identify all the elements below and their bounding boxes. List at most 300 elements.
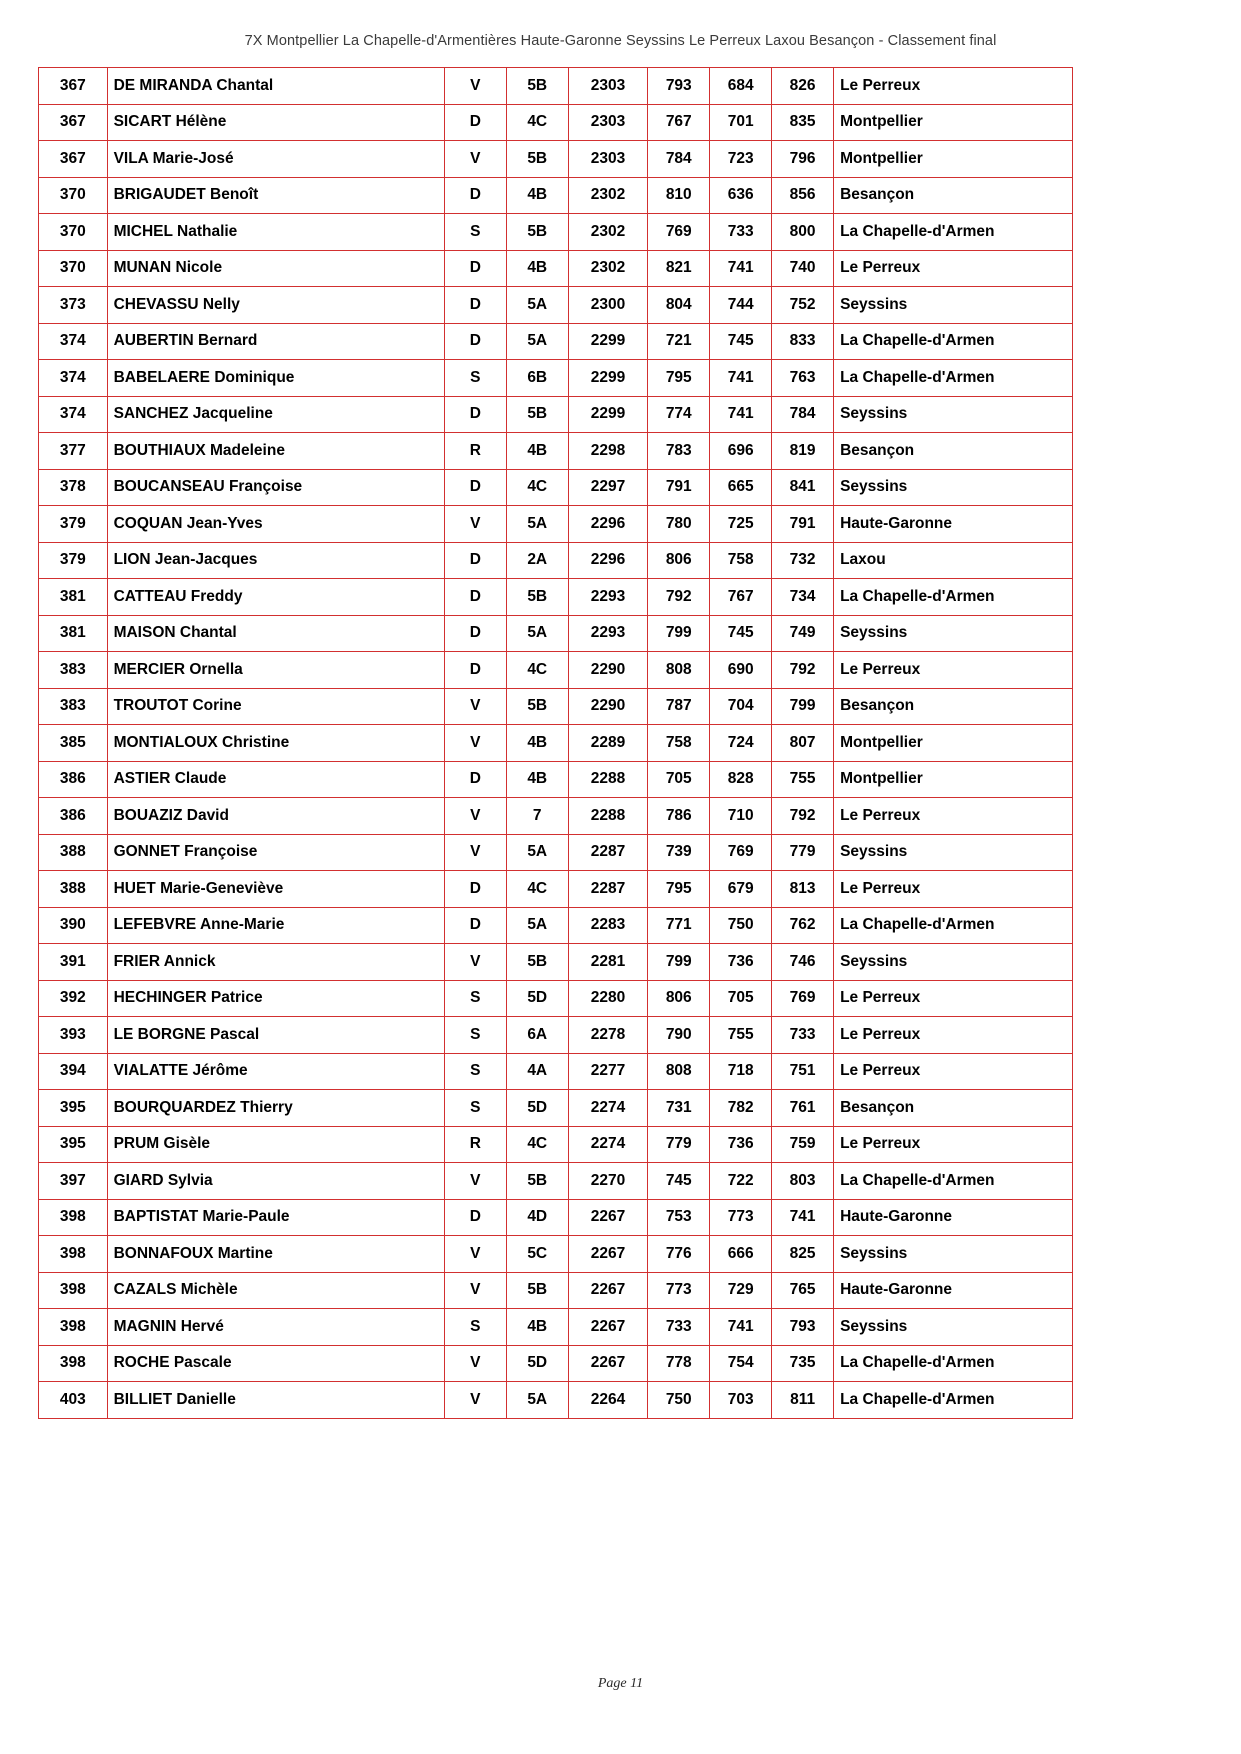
- player-name-cell: MAGNIN Hervé: [107, 1309, 444, 1346]
- table-row: [39, 360, 1073, 397]
- club-cell: Besançon: [834, 433, 1073, 470]
- player-name-cell: COQUAN Jean-Yves: [107, 506, 444, 543]
- rank-cell: 381: [39, 579, 108, 616]
- category-cell: V: [444, 141, 506, 178]
- total-score-cell: 2278: [568, 1017, 648, 1054]
- game3-score-cell: 793: [772, 1309, 834, 1346]
- series-cell: 5C: [506, 1236, 568, 1273]
- rank-cell: 398: [39, 1236, 108, 1273]
- rank-cell: 383: [39, 688, 108, 725]
- category-cell: D: [444, 652, 506, 689]
- player-name-cell: BAPTISTAT Marie-Paule: [107, 1199, 444, 1236]
- category-cell: V: [444, 1163, 506, 1200]
- table-row: [39, 396, 1073, 433]
- table-row: [39, 68, 1073, 105]
- table-row: [39, 1345, 1073, 1382]
- series-cell: 5A: [506, 323, 568, 360]
- total-score-cell: 2267: [568, 1272, 648, 1309]
- series-cell: 5B: [506, 141, 568, 178]
- game2-score-cell: 828: [710, 761, 772, 798]
- club-cell: Seyssins: [834, 834, 1073, 871]
- series-cell: 5B: [506, 1163, 568, 1200]
- player-name-cell: BOUAZIZ David: [107, 798, 444, 835]
- series-cell: 5B: [506, 579, 568, 616]
- category-cell: V: [444, 725, 506, 762]
- ranking-table-wrapper: [38, 67, 1203, 1419]
- club-cell: Le Perreux: [834, 68, 1073, 105]
- table-row: [39, 871, 1073, 908]
- rank-cell: 383: [39, 652, 108, 689]
- game2-score-cell: 767: [710, 579, 772, 616]
- total-score-cell: 2293: [568, 615, 648, 652]
- series-cell: 5B: [506, 944, 568, 981]
- player-name-cell: SANCHEZ Jacqueline: [107, 396, 444, 433]
- table-row: [39, 1126, 1073, 1163]
- game3-score-cell: 779: [772, 834, 834, 871]
- total-score-cell: 2303: [568, 104, 648, 141]
- category-cell: R: [444, 433, 506, 470]
- series-cell: 7: [506, 798, 568, 835]
- game3-score-cell: 803: [772, 1163, 834, 1200]
- game2-score-cell: 736: [710, 1126, 772, 1163]
- rank-cell: 398: [39, 1309, 108, 1346]
- game2-score-cell: 744: [710, 287, 772, 324]
- rank-cell: 386: [39, 798, 108, 835]
- rank-cell: 374: [39, 323, 108, 360]
- total-score-cell: 2298: [568, 433, 648, 470]
- game3-score-cell: 751: [772, 1053, 834, 1090]
- series-cell: 4B: [506, 761, 568, 798]
- club-cell: Laxou: [834, 542, 1073, 579]
- game2-score-cell: 745: [710, 615, 772, 652]
- club-cell: Le Perreux: [834, 980, 1073, 1017]
- player-name-cell: BOUCANSEAU Françoise: [107, 469, 444, 506]
- game2-score-cell: 666: [710, 1236, 772, 1273]
- game2-score-cell: 725: [710, 506, 772, 543]
- game3-score-cell: 746: [772, 944, 834, 981]
- rank-cell: 391: [39, 944, 108, 981]
- game1-score-cell: 771: [648, 907, 710, 944]
- total-score-cell: 2299: [568, 396, 648, 433]
- game2-score-cell: 750: [710, 907, 772, 944]
- club-cell: La Chapelle-d'Armen: [834, 1163, 1073, 1200]
- category-cell: D: [444, 1199, 506, 1236]
- game2-score-cell: 758: [710, 542, 772, 579]
- club-cell: Montpellier: [834, 104, 1073, 141]
- category-cell: D: [444, 871, 506, 908]
- game1-score-cell: 776: [648, 1236, 710, 1273]
- total-score-cell: 2303: [568, 68, 648, 105]
- club-cell: Haute-Garonne: [834, 506, 1073, 543]
- game1-score-cell: 821: [648, 250, 710, 287]
- rank-cell: 377: [39, 433, 108, 470]
- rank-cell: 390: [39, 907, 108, 944]
- game3-score-cell: 765: [772, 1272, 834, 1309]
- game3-score-cell: 740: [772, 250, 834, 287]
- total-score-cell: 2267: [568, 1345, 648, 1382]
- series-cell: 4A: [506, 1053, 568, 1090]
- series-cell: 5D: [506, 1090, 568, 1127]
- game2-score-cell: 741: [710, 360, 772, 397]
- total-score-cell: 2264: [568, 1382, 648, 1419]
- game2-score-cell: 705: [710, 980, 772, 1017]
- table-row: [39, 214, 1073, 251]
- club-cell: Le Perreux: [834, 250, 1073, 287]
- player-name-cell: PRUM Gisèle: [107, 1126, 444, 1163]
- player-name-cell: BABELAERE Dominique: [107, 360, 444, 397]
- player-name-cell: BOURQUARDEZ Thierry: [107, 1090, 444, 1127]
- rank-cell: 385: [39, 725, 108, 762]
- category-cell: V: [444, 688, 506, 725]
- game1-score-cell: 721: [648, 323, 710, 360]
- total-score-cell: 2288: [568, 761, 648, 798]
- series-cell: 5A: [506, 907, 568, 944]
- table-row: [39, 104, 1073, 141]
- game2-score-cell: 782: [710, 1090, 772, 1127]
- game3-score-cell: 811: [772, 1382, 834, 1419]
- rank-cell: 370: [39, 177, 108, 214]
- category-cell: V: [444, 798, 506, 835]
- rank-cell: 370: [39, 214, 108, 251]
- series-cell: 4B: [506, 725, 568, 762]
- table-row: [39, 1199, 1073, 1236]
- game3-score-cell: 835: [772, 104, 834, 141]
- game1-score-cell: 786: [648, 798, 710, 835]
- player-name-cell: ASTIER Claude: [107, 761, 444, 798]
- category-cell: V: [444, 834, 506, 871]
- table-row: [39, 725, 1073, 762]
- total-score-cell: 2267: [568, 1309, 648, 1346]
- game2-score-cell: 703: [710, 1382, 772, 1419]
- player-name-cell: BOUTHIAUX Madeleine: [107, 433, 444, 470]
- total-score-cell: 2281: [568, 944, 648, 981]
- total-score-cell: 2288: [568, 798, 648, 835]
- game2-score-cell: 769: [710, 834, 772, 871]
- rank-cell: 374: [39, 396, 108, 433]
- player-name-cell: LE BORGNE Pascal: [107, 1017, 444, 1054]
- game1-score-cell: 808: [648, 652, 710, 689]
- table-row: [39, 834, 1073, 871]
- game3-score-cell: 792: [772, 798, 834, 835]
- total-score-cell: 2287: [568, 834, 648, 871]
- game3-score-cell: 784: [772, 396, 834, 433]
- player-name-cell: TROUTOT Corine: [107, 688, 444, 725]
- rank-cell: 367: [39, 104, 108, 141]
- series-cell: 4C: [506, 104, 568, 141]
- game3-score-cell: 762: [772, 907, 834, 944]
- player-name-cell: DE MIRANDA Chantal: [107, 68, 444, 105]
- category-cell: S: [444, 1090, 506, 1127]
- game1-score-cell: 733: [648, 1309, 710, 1346]
- game3-score-cell: 752: [772, 287, 834, 324]
- game3-score-cell: 761: [772, 1090, 834, 1127]
- player-name-cell: GONNET Françoise: [107, 834, 444, 871]
- table-row: [39, 1382, 1073, 1419]
- total-score-cell: 2302: [568, 214, 648, 251]
- category-cell: V: [444, 1236, 506, 1273]
- table-row: [39, 506, 1073, 543]
- table-row: [39, 579, 1073, 616]
- category-cell: D: [444, 542, 506, 579]
- club-cell: Montpellier: [834, 141, 1073, 178]
- game1-score-cell: 745: [648, 1163, 710, 1200]
- club-cell: Seyssins: [834, 287, 1073, 324]
- game3-score-cell: 732: [772, 542, 834, 579]
- player-name-cell: CATTEAU Freddy: [107, 579, 444, 616]
- category-cell: S: [444, 980, 506, 1017]
- table-row: [39, 1309, 1073, 1346]
- total-score-cell: 2280: [568, 980, 648, 1017]
- game2-score-cell: 679: [710, 871, 772, 908]
- game3-score-cell: 733: [772, 1017, 834, 1054]
- game1-score-cell: 799: [648, 944, 710, 981]
- series-cell: 6B: [506, 360, 568, 397]
- game1-score-cell: 795: [648, 360, 710, 397]
- game3-score-cell: 769: [772, 980, 834, 1017]
- table-row: [39, 688, 1073, 725]
- player-name-cell: VILA Marie-José: [107, 141, 444, 178]
- game3-score-cell: 826: [772, 68, 834, 105]
- game1-score-cell: 793: [648, 68, 710, 105]
- series-cell: 2A: [506, 542, 568, 579]
- rank-cell: 393: [39, 1017, 108, 1054]
- player-name-cell: LION Jean-Jacques: [107, 542, 444, 579]
- game2-score-cell: 754: [710, 1345, 772, 1382]
- game1-score-cell: 810: [648, 177, 710, 214]
- series-cell: 4B: [506, 250, 568, 287]
- series-cell: 5D: [506, 1345, 568, 1382]
- table-row: [39, 1053, 1073, 1090]
- category-cell: D: [444, 907, 506, 944]
- rank-cell: 392: [39, 980, 108, 1017]
- game3-score-cell: 813: [772, 871, 834, 908]
- game1-score-cell: 784: [648, 141, 710, 178]
- rank-cell: 374: [39, 360, 108, 397]
- club-cell: Le Perreux: [834, 1126, 1073, 1163]
- club-cell: Seyssins: [834, 1236, 1073, 1273]
- rank-cell: 398: [39, 1199, 108, 1236]
- player-name-cell: FRIER Annick: [107, 944, 444, 981]
- series-cell: 5A: [506, 1382, 568, 1419]
- table-row: [39, 250, 1073, 287]
- table-row: [39, 1272, 1073, 1309]
- document-header: 7X Montpellier La Chapelle-d'Armentières Haute-Garonne Seyssins Le Perreux Laxou Besançon - Classement final: [244, 33, 997, 49]
- rank-cell: 367: [39, 68, 108, 105]
- category-cell: R: [444, 1126, 506, 1163]
- player-name-cell: ROCHE Pascale: [107, 1345, 444, 1382]
- series-cell: 4B: [506, 433, 568, 470]
- club-cell: Le Perreux: [834, 652, 1073, 689]
- game3-score-cell: 763: [772, 360, 834, 397]
- ranking-table: [38, 67, 1073, 1419]
- total-score-cell: 2270: [568, 1163, 648, 1200]
- table-row: [39, 469, 1073, 506]
- series-cell: 5A: [506, 834, 568, 871]
- game2-score-cell: 684: [710, 68, 772, 105]
- player-name-cell: MONTIALOUX Christine: [107, 725, 444, 762]
- rank-cell: 395: [39, 1126, 108, 1163]
- game1-score-cell: 758: [648, 725, 710, 762]
- game1-score-cell: 753: [648, 1199, 710, 1236]
- club-cell: Montpellier: [834, 761, 1073, 798]
- rank-cell: 403: [39, 1382, 108, 1419]
- rank-cell: 395: [39, 1090, 108, 1127]
- game2-score-cell: 665: [710, 469, 772, 506]
- club-cell: Besançon: [834, 1090, 1073, 1127]
- club-cell: La Chapelle-d'Armen: [834, 214, 1073, 251]
- category-cell: S: [444, 1053, 506, 1090]
- series-cell: 5D: [506, 980, 568, 1017]
- game3-score-cell: 741: [772, 1199, 834, 1236]
- category-cell: D: [444, 761, 506, 798]
- game3-score-cell: 735: [772, 1345, 834, 1382]
- series-cell: 5A: [506, 615, 568, 652]
- game3-score-cell: 759: [772, 1126, 834, 1163]
- player-name-cell: MAISON Chantal: [107, 615, 444, 652]
- game1-score-cell: 750: [648, 1382, 710, 1419]
- game1-score-cell: 779: [648, 1126, 710, 1163]
- total-score-cell: 2267: [568, 1236, 648, 1273]
- game1-score-cell: 791: [648, 469, 710, 506]
- game2-score-cell: 724: [710, 725, 772, 762]
- rank-cell: 373: [39, 287, 108, 324]
- table-row: [39, 433, 1073, 470]
- category-cell: D: [444, 250, 506, 287]
- game1-score-cell: 731: [648, 1090, 710, 1127]
- player-name-cell: SICART Hélène: [107, 104, 444, 141]
- game1-score-cell: 804: [648, 287, 710, 324]
- game3-score-cell: 755: [772, 761, 834, 798]
- rank-cell: 370: [39, 250, 108, 287]
- rank-cell: 381: [39, 615, 108, 652]
- game2-score-cell: 773: [710, 1199, 772, 1236]
- category-cell: D: [444, 469, 506, 506]
- total-score-cell: 2267: [568, 1199, 648, 1236]
- game2-score-cell: 723: [710, 141, 772, 178]
- player-name-cell: CAZALS Michèle: [107, 1272, 444, 1309]
- series-cell: 4C: [506, 652, 568, 689]
- club-cell: Besançon: [834, 177, 1073, 214]
- player-name-cell: CHEVASSU Nelly: [107, 287, 444, 324]
- game1-score-cell: 787: [648, 688, 710, 725]
- category-cell: S: [444, 214, 506, 251]
- club-cell: Le Perreux: [834, 871, 1073, 908]
- rank-cell: 386: [39, 761, 108, 798]
- player-name-cell: VIALATTE Jérôme: [107, 1053, 444, 1090]
- player-name-cell: HUET Marie-Geneviève: [107, 871, 444, 908]
- game3-score-cell: 800: [772, 214, 834, 251]
- club-cell: La Chapelle-d'Armen: [834, 579, 1073, 616]
- table-row: [39, 542, 1073, 579]
- game1-score-cell: 806: [648, 980, 710, 1017]
- club-cell: Montpellier: [834, 725, 1073, 762]
- club-cell: Le Perreux: [834, 1053, 1073, 1090]
- total-score-cell: 2296: [568, 542, 648, 579]
- player-name-cell: MERCIER Ornella: [107, 652, 444, 689]
- category-cell: V: [444, 1345, 506, 1382]
- game2-score-cell: 741: [710, 1309, 772, 1346]
- total-score-cell: 2297: [568, 469, 648, 506]
- game2-score-cell: 636: [710, 177, 772, 214]
- club-cell: Seyssins: [834, 1309, 1073, 1346]
- series-cell: 5A: [506, 287, 568, 324]
- rank-cell: 379: [39, 542, 108, 579]
- category-cell: D: [444, 579, 506, 616]
- game1-score-cell: 783: [648, 433, 710, 470]
- category-cell: D: [444, 615, 506, 652]
- game3-score-cell: 819: [772, 433, 834, 470]
- total-score-cell: 2296: [568, 506, 648, 543]
- club-cell: Seyssins: [834, 396, 1073, 433]
- series-cell: 5B: [506, 1272, 568, 1309]
- table-row: [39, 944, 1073, 981]
- total-score-cell: 2293: [568, 579, 648, 616]
- game2-score-cell: 745: [710, 323, 772, 360]
- category-cell: D: [444, 396, 506, 433]
- rank-cell: 378: [39, 469, 108, 506]
- rank-cell: 379: [39, 506, 108, 543]
- game1-score-cell: 799: [648, 615, 710, 652]
- category-cell: D: [444, 177, 506, 214]
- club-cell: Seyssins: [834, 944, 1073, 981]
- club-cell: Le Perreux: [834, 1017, 1073, 1054]
- game2-score-cell: 733: [710, 214, 772, 251]
- club-cell: La Chapelle-d'Armen: [834, 360, 1073, 397]
- table-row: [39, 798, 1073, 835]
- rank-cell: 394: [39, 1053, 108, 1090]
- game1-score-cell: 808: [648, 1053, 710, 1090]
- player-name-cell: LEFEBVRE Anne-Marie: [107, 907, 444, 944]
- game1-score-cell: 780: [648, 506, 710, 543]
- total-score-cell: 2283: [568, 907, 648, 944]
- table-row: [39, 141, 1073, 178]
- table-row: [39, 907, 1073, 944]
- table-row: [39, 287, 1073, 324]
- game2-score-cell: 696: [710, 433, 772, 470]
- game1-score-cell: 705: [648, 761, 710, 798]
- club-cell: La Chapelle-d'Armen: [834, 1345, 1073, 1382]
- series-cell: 5A: [506, 506, 568, 543]
- total-score-cell: 2289: [568, 725, 648, 762]
- category-cell: V: [444, 1382, 506, 1419]
- club-cell: Haute-Garonne: [834, 1272, 1073, 1309]
- table-row: [39, 177, 1073, 214]
- game3-score-cell: 807: [772, 725, 834, 762]
- total-score-cell: 2302: [568, 250, 648, 287]
- game1-score-cell: 792: [648, 579, 710, 616]
- game2-score-cell: 736: [710, 944, 772, 981]
- series-cell: 4B: [506, 1309, 568, 1346]
- series-cell: 4C: [506, 871, 568, 908]
- club-cell: La Chapelle-d'Armen: [834, 323, 1073, 360]
- game2-score-cell: 741: [710, 396, 772, 433]
- table-row: [39, 652, 1073, 689]
- game2-score-cell: 741: [710, 250, 772, 287]
- game3-score-cell: 856: [772, 177, 834, 214]
- player-name-cell: BONNAFOUX Martine: [107, 1236, 444, 1273]
- player-name-cell: GIARD Sylvia: [107, 1163, 444, 1200]
- series-cell: 5B: [506, 68, 568, 105]
- club-cell: Haute-Garonne: [834, 1199, 1073, 1236]
- club-cell: Besançon: [834, 688, 1073, 725]
- table-row: [39, 615, 1073, 652]
- category-cell: D: [444, 104, 506, 141]
- series-cell: 6A: [506, 1017, 568, 1054]
- rank-cell: 397: [39, 1163, 108, 1200]
- rank-cell: 367: [39, 141, 108, 178]
- game2-score-cell: 729: [710, 1272, 772, 1309]
- game3-score-cell: 791: [772, 506, 834, 543]
